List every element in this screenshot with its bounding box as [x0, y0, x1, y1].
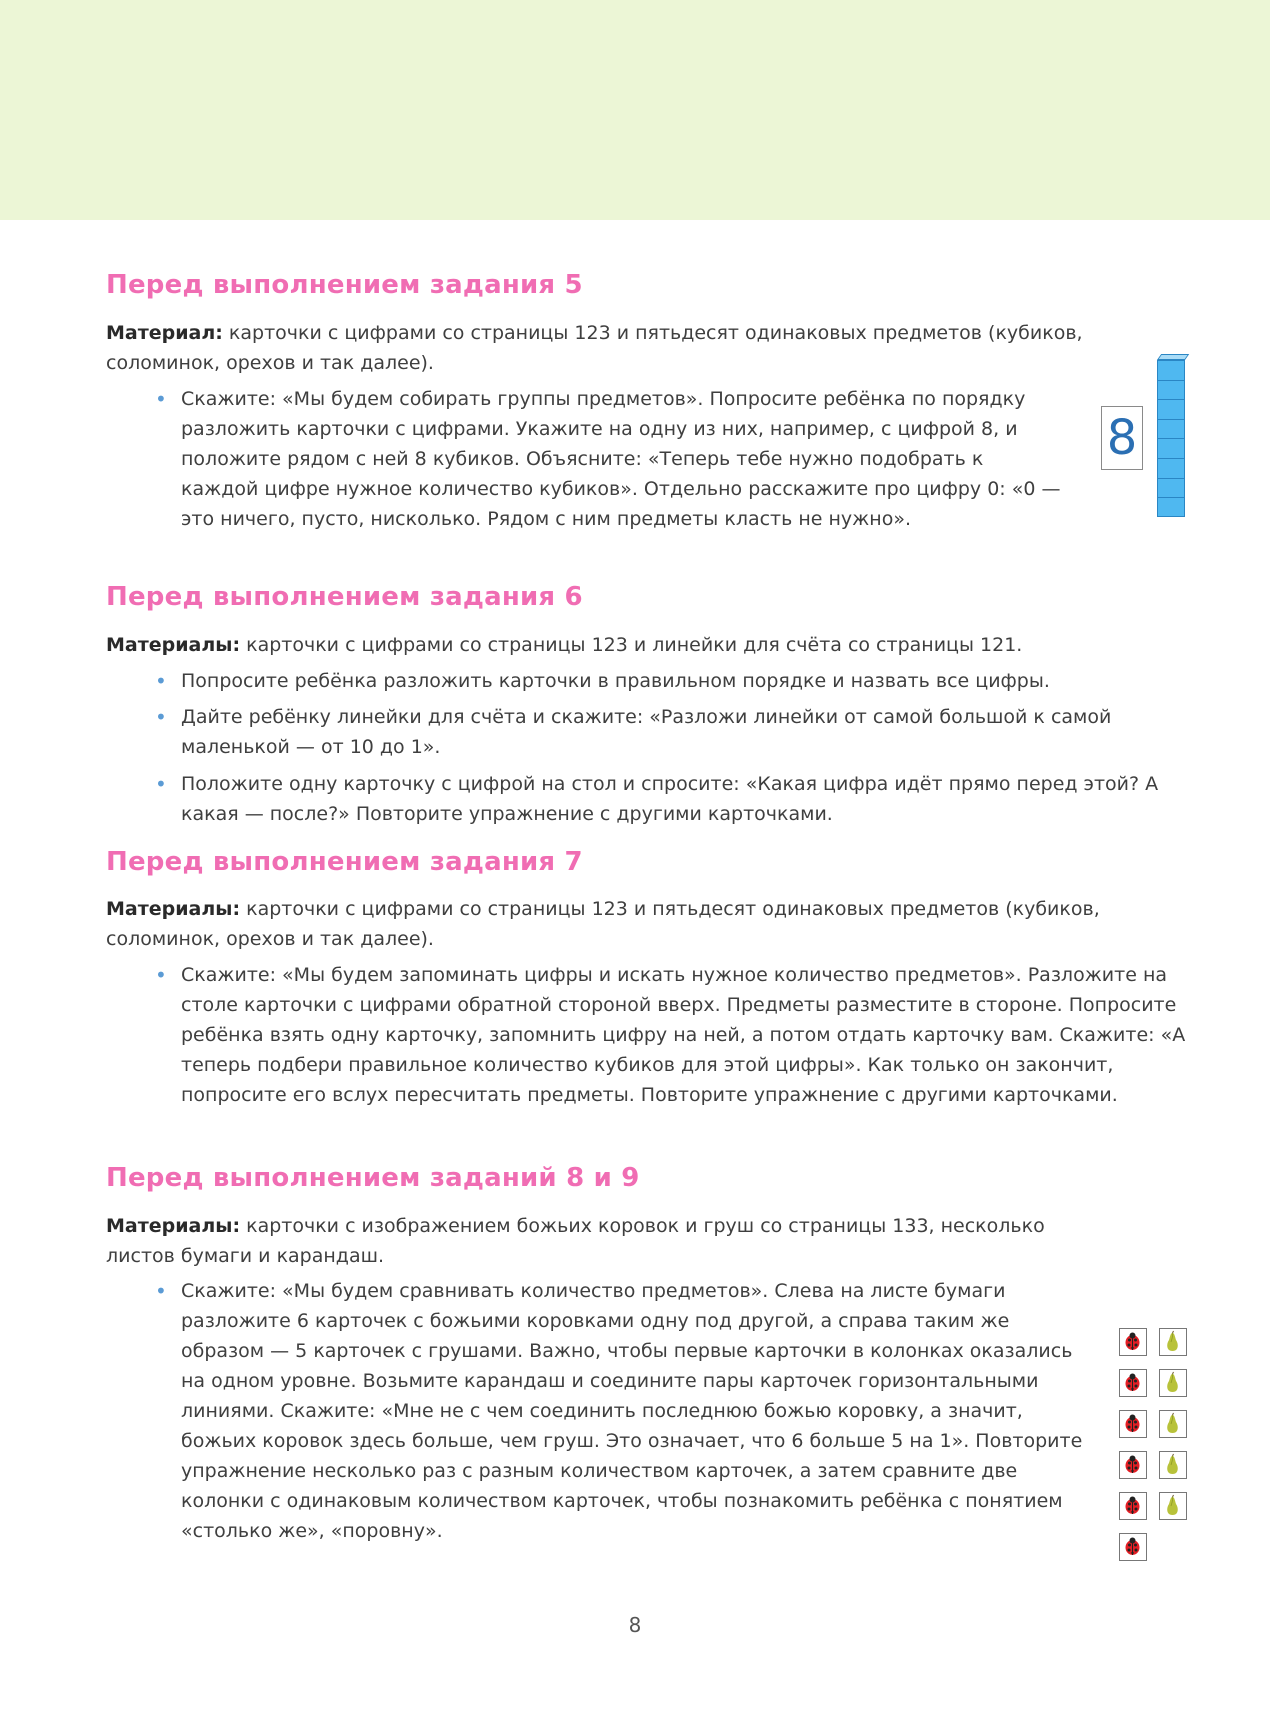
bullet-task-7-1: • Скажите: «Мы будем запоминать цифры и искать нужное количество предметов». Разложите на столе карточки с цифрами обратной стороной вверх. Предметы разместите в стороне. Попросите ребёнка взять одну карточку, запомнить цифру на ней, а потом отдать карточку вам. Скажите: «А теперь подбери правильное количество кубиков для этой цифры». Как только он закончит, попросите его вслух пересчитать предметы. Повторите упражнение с другими карточками. — [181, 960, 1196, 1110]
page-number: 8 — [628, 1613, 642, 1637]
ladybug-icon — [1120, 1493, 1145, 1518]
ladybug-card — [1119, 1533, 1147, 1561]
materials-task-5 — [106, 318, 1176, 378]
heading-task-6: Перед выполнением задания 6 — [106, 582, 583, 612]
materials-text: карточки с изображением божьих коровок и груш со страницы 133, несколько листов бумаги и карандаш. — [106, 1215, 1045, 1267]
ladybug-card — [1119, 1492, 1147, 1520]
pear-card — [1159, 1451, 1187, 1479]
pear-icon — [1160, 1411, 1185, 1436]
materials-task-6 — [106, 630, 1176, 660]
bullet-task-8-9-1: • Скажите: «Мы будем сравнивать количество предметов». Слева на листе бумаги разложите 6 карточек с божьими коровками одну под другой, а справа таким же образом — 5 карточек с грушами. Важно, чтобы первые карточки в колонках оказались на одном уровне. Возьмите карандаш и соедините пары карточек горизонтальными линиями. Скажите: «Мне не с чем соединить последнюю божью коровку, а значит, божьих коровок здесь больше, чем груш. Это означает, что 6 больше 5 на 1». Повторите упражнение несколько раз с разным количеством карточек, а затем сравните две колонки с одинаковым количеством карточек, чтобы познакомить ребёнка с понятием «столько же», «поровну». — [181, 1276, 1086, 1546]
pear-icon — [1160, 1329, 1185, 1354]
bullet-task-6-1: • Попросите ребёнка разложить карточки в правильном порядке и назвать все цифры. — [181, 666, 1191, 696]
heading-task-7: Перед выполнением задания 7 — [106, 847, 583, 877]
top-color-band — [0, 0, 1270, 220]
cube — [1157, 458, 1185, 478]
pear-card — [1159, 1328, 1187, 1356]
heading-task-5: Перед выполнением задания 5 — [106, 270, 583, 300]
cube — [1157, 419, 1185, 439]
ladybug-icon — [1120, 1329, 1145, 1354]
pear-icon — [1160, 1493, 1185, 1518]
bullet-task-6-3: • Положите одну карточку с цифрой на стол и спросите: «Какая цифра идёт прямо перед этой? А какая — после?» Повторите упражнение с другими карточками. — [181, 769, 1191, 829]
materials-text: карточки с цифрами со страницы 123 и линейки для счёта со страницы 121. — [240, 634, 1023, 656]
pear-icon — [1160, 1452, 1185, 1477]
cube-top-face — [1157, 354, 1189, 360]
bullet-task-5-1: • Скажите: «Мы будем собирать группы предметов». Попросите ребёнка по порядку разложить карточки с цифрами. Укажите на одну из них, например, с цифрой 8, и положите рядом с ней 8 кубиков. Объясните: «Теперь тебе нужно подобрать к каждой цифре нужное количество кубиков». Отдельно расскажите про цифру 0: «0 — это ничего, пусто, нисколько. Рядом с ним предметы класть не нужно». — [181, 384, 1061, 534]
materials-label: Материалы: — [106, 898, 241, 920]
materials-label: Материалы: — [106, 634, 241, 656]
materials-task-8-9 — [106, 1211, 1106, 1271]
ladybug-card — [1119, 1369, 1147, 1397]
cube — [1157, 478, 1185, 498]
digit-card-figure: 8 — [1101, 406, 1143, 470]
ladybug-card — [1119, 1451, 1147, 1479]
cube — [1157, 380, 1185, 400]
ladybug-icon — [1120, 1370, 1145, 1395]
cube — [1157, 360, 1185, 380]
cube — [1157, 497, 1185, 517]
cube-tower-figure — [1157, 360, 1185, 517]
materials-label: Материалы: — [106, 1215, 241, 1237]
pear-card — [1159, 1492, 1187, 1520]
ladybug-card — [1119, 1328, 1147, 1356]
materials-text: карточки с цифрами со страницы 123 и пятьдесят одинаковых предметов (кубиков, соломинок, орехов и так далее). — [106, 322, 1083, 374]
pear-icon — [1160, 1370, 1185, 1395]
ladybug-icon — [1120, 1534, 1145, 1559]
cube — [1157, 438, 1185, 458]
ladybug-card — [1119, 1410, 1147, 1438]
materials-label: Материал: — [106, 322, 223, 344]
cube — [1157, 399, 1185, 419]
pear-card — [1159, 1369, 1187, 1397]
pear-card — [1159, 1410, 1187, 1438]
heading-task-8-9: Перед выполнением заданий 8 и 9 — [106, 1163, 640, 1193]
ladybug-icon — [1120, 1452, 1145, 1477]
bullet-task-6-2: • Дайте ребёнку линейки для счёта и скажите: «Разложи линейки от самой большой к самой маленькой — от 10 до 1». — [181, 702, 1191, 762]
materials-text: карточки с цифрами со страницы 123 и пятьдесят одинаковых предметов (кубиков, соломинок, орехов и так далее). — [106, 898, 1100, 950]
materials-task-7 — [106, 894, 1106, 954]
ladybug-icon — [1120, 1411, 1145, 1436]
